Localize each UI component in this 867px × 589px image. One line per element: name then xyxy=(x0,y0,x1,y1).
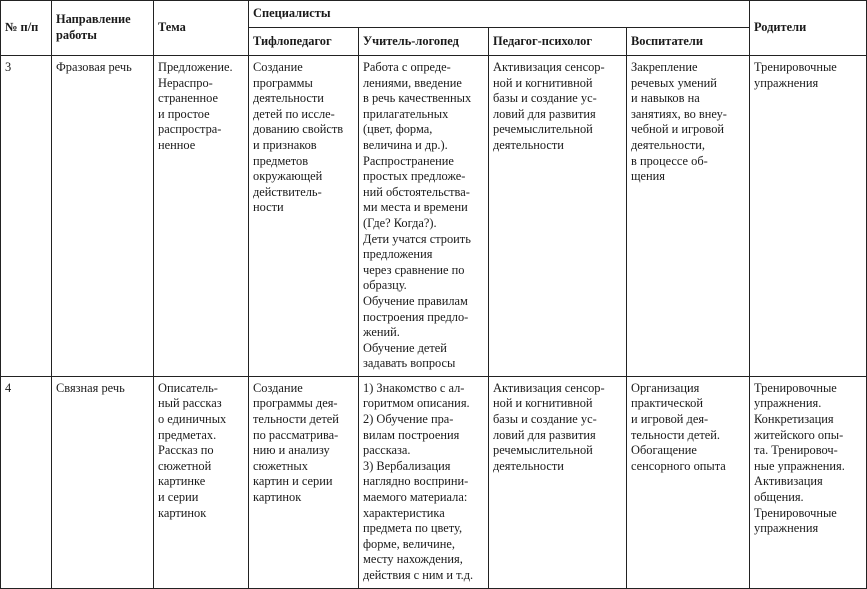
cell-logoped: Работа с опреде- лениями, введение в речь качественных прилагательных (цвет, форма, величина и др.). Распространение простых предложе- ний обстоятельства- ми места и времени (Где? Когда?). Дети учатся строить предложения через сравнение по образцу. Обучение правилам построения предло- жений. Обучение детей задавать вопросы xyxy=(359,56,489,377)
table-row xyxy=(1,56,867,377)
cell-num: 4 xyxy=(1,376,52,588)
cell-educators: Закрепление речевых умений и навыков на занятиях, во внеу- чебной и игровой деятельности, в процессе об- щения xyxy=(627,56,750,377)
cell-logoped: 1) Знакомство с ал- горитмом описания. 2) Обучение пра- вилам построения рассказа. 3) Вербализация наглядно восприни- маемого материала: характеристика предмета по цвету, форме, величине, месту нахождения, действия с ним и т.д. xyxy=(359,376,489,588)
cell-tiflo: Создание программы дея- тельности детей по рассматрива- нию и анализу сюжетных картин и серии картинок xyxy=(249,376,359,588)
table-row xyxy=(1,376,867,588)
header-educators: Воспитатели xyxy=(627,28,750,56)
cell-parents: Тренировочные упражнения. Конкретизация житейского опы- та. Тренировоч- ные упражнения. Активизация общения. Тренировочные упражнения xyxy=(750,376,867,588)
header-tiflo: Тифлопедагог xyxy=(249,28,359,56)
header-psychologist: Педагог-психолог xyxy=(489,28,627,56)
header-direction: Направление работы xyxy=(52,1,154,56)
header-topic: Тема xyxy=(154,1,249,56)
cell-parents: Тренировочные упражнения xyxy=(750,56,867,377)
header-logoped: Учитель-логопед xyxy=(359,28,489,56)
header-specialists: Специалисты xyxy=(249,1,750,28)
table-header-row xyxy=(1,1,867,28)
cell-psychologist: Активизация сенсор- ной и когнитивной базы и создание ус- ловий для развития речемыслительной деятельности xyxy=(489,56,627,377)
cell-educators: Организация практической и игровой дея- тельности детей. Обогащение сенсорного опыта xyxy=(627,376,750,588)
cell-direction: Связная речь xyxy=(52,376,154,588)
cell-topic: Предложение. Нераспро- страненное и простое распростра- ненное xyxy=(154,56,249,377)
cell-direction: Фразовая речь xyxy=(52,56,154,377)
cell-topic: Описатель- ный рассказ о единичных предметах. Рассказ по сюжетной картинке и серии картинок xyxy=(154,376,249,588)
cell-num: 3 xyxy=(1,56,52,377)
cell-tiflo: Создание программы деятельности детей по иссле- дованию свойств и признаков предметов окружающей действитель- ности xyxy=(249,56,359,377)
header-parents: Родители xyxy=(750,1,867,56)
cell-psychologist: Активизация сенсор- ной и когнитивной базы и создание ус- ловий для развития речемыслительной деятельности xyxy=(489,376,627,588)
header-num: № п/п xyxy=(1,1,52,56)
